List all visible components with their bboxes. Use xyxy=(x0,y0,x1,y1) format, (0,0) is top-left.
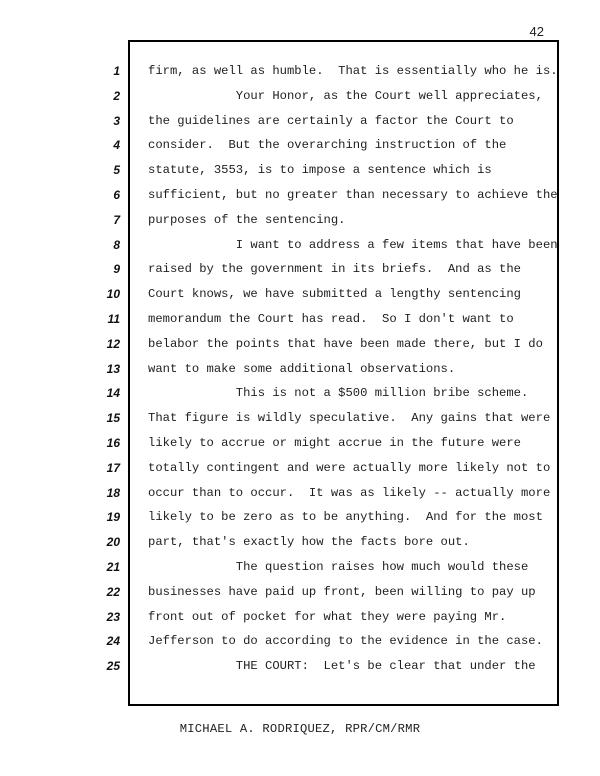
line-number: 2 xyxy=(113,88,120,103)
line-number: 3 xyxy=(113,113,120,128)
page-number: 42 xyxy=(529,24,544,39)
line-number-column xyxy=(90,59,120,679)
transcript-line: THE COURT: Let's be clear that under the xyxy=(148,659,536,674)
transcript-line: Court knows, we have submitted a lengthy sentencing xyxy=(148,287,521,302)
line-number: 18 xyxy=(106,485,120,500)
transcript-line: totally contingent and were actually more likely not to xyxy=(148,460,551,475)
line-number: 4 xyxy=(113,138,120,153)
transcript-line: belabor the points that have been made there, but I do xyxy=(148,336,543,351)
transcript-line: sufficient, but no greater than necessary to achieve the xyxy=(148,187,558,202)
transcript-line: Jefferson to do according to the evidence in the case. xyxy=(148,634,543,649)
line-number: 6 xyxy=(113,187,120,202)
line-number: 12 xyxy=(106,336,120,351)
court-reporter-footer: MICHAEL A. RODRIQUEZ, RPR/CM/RMR xyxy=(179,722,421,736)
transcript-line: purposes of the sentencing. xyxy=(148,212,346,227)
line-number: 19 xyxy=(106,510,120,525)
transcript-line: The question raises how much would these xyxy=(148,559,529,574)
transcript-line: businesses have paid up front, been willing to pay up xyxy=(148,584,536,599)
line-number: 8 xyxy=(113,237,120,252)
line-number: 9 xyxy=(113,262,120,277)
transcript-line: consider. But the overarching instruction of the xyxy=(148,138,507,153)
transcript-line: likely to accrue or might accrue in the future were xyxy=(148,435,521,450)
line-number: 21 xyxy=(106,559,120,574)
line-number: 1 xyxy=(113,64,120,78)
transcript-line: That figure is wildly speculative. Any gains that were xyxy=(148,411,551,426)
transcript-line: the guidelines are certainly a factor the Court to xyxy=(148,113,514,128)
transcript-line: Your Honor, as the Court well appreciates, xyxy=(148,88,543,103)
line-number: 10 xyxy=(106,287,120,302)
line-number: 13 xyxy=(106,361,120,376)
line-number: 25 xyxy=(106,659,120,674)
transcript-line: firm, as well as humble. That is essentially who he is. xyxy=(148,64,558,78)
line-number: 17 xyxy=(106,460,120,475)
line-number: 15 xyxy=(106,411,120,426)
line-number: 23 xyxy=(106,609,120,624)
transcript-line: likely to be zero as to be anything. And for the most xyxy=(148,510,543,525)
transcript-line: I want to address a few items that have been xyxy=(148,237,558,252)
transcript-line: raised by the government in its briefs. And as the xyxy=(148,262,521,277)
line-number: 16 xyxy=(106,435,120,450)
transcript-line: front out of pocket for what they were paying Mr. xyxy=(148,609,507,624)
line-number: 22 xyxy=(106,584,120,599)
line-number: 11 xyxy=(107,311,120,326)
transcript-line: occur than to occur. It was as likely -- actually more xyxy=(148,485,551,500)
transcript-line: statute, 3553, is to impose a sentence which is xyxy=(148,163,492,178)
line-number: 20 xyxy=(106,535,120,550)
line-number: 14 xyxy=(106,386,120,401)
line-number: 5 xyxy=(113,163,120,178)
transcript-text xyxy=(148,59,558,679)
transcript-line: This is not a $500 million bribe scheme. xyxy=(148,386,529,401)
line-number: 24 xyxy=(106,634,120,649)
transcript-line: part, that's exactly how the facts bore out. xyxy=(148,535,470,550)
transcript-line: memorandum the Court has read. So I don't want to xyxy=(148,311,514,326)
transcript-line: want to make some additional observations. xyxy=(148,361,456,376)
line-number: 7 xyxy=(113,212,120,227)
